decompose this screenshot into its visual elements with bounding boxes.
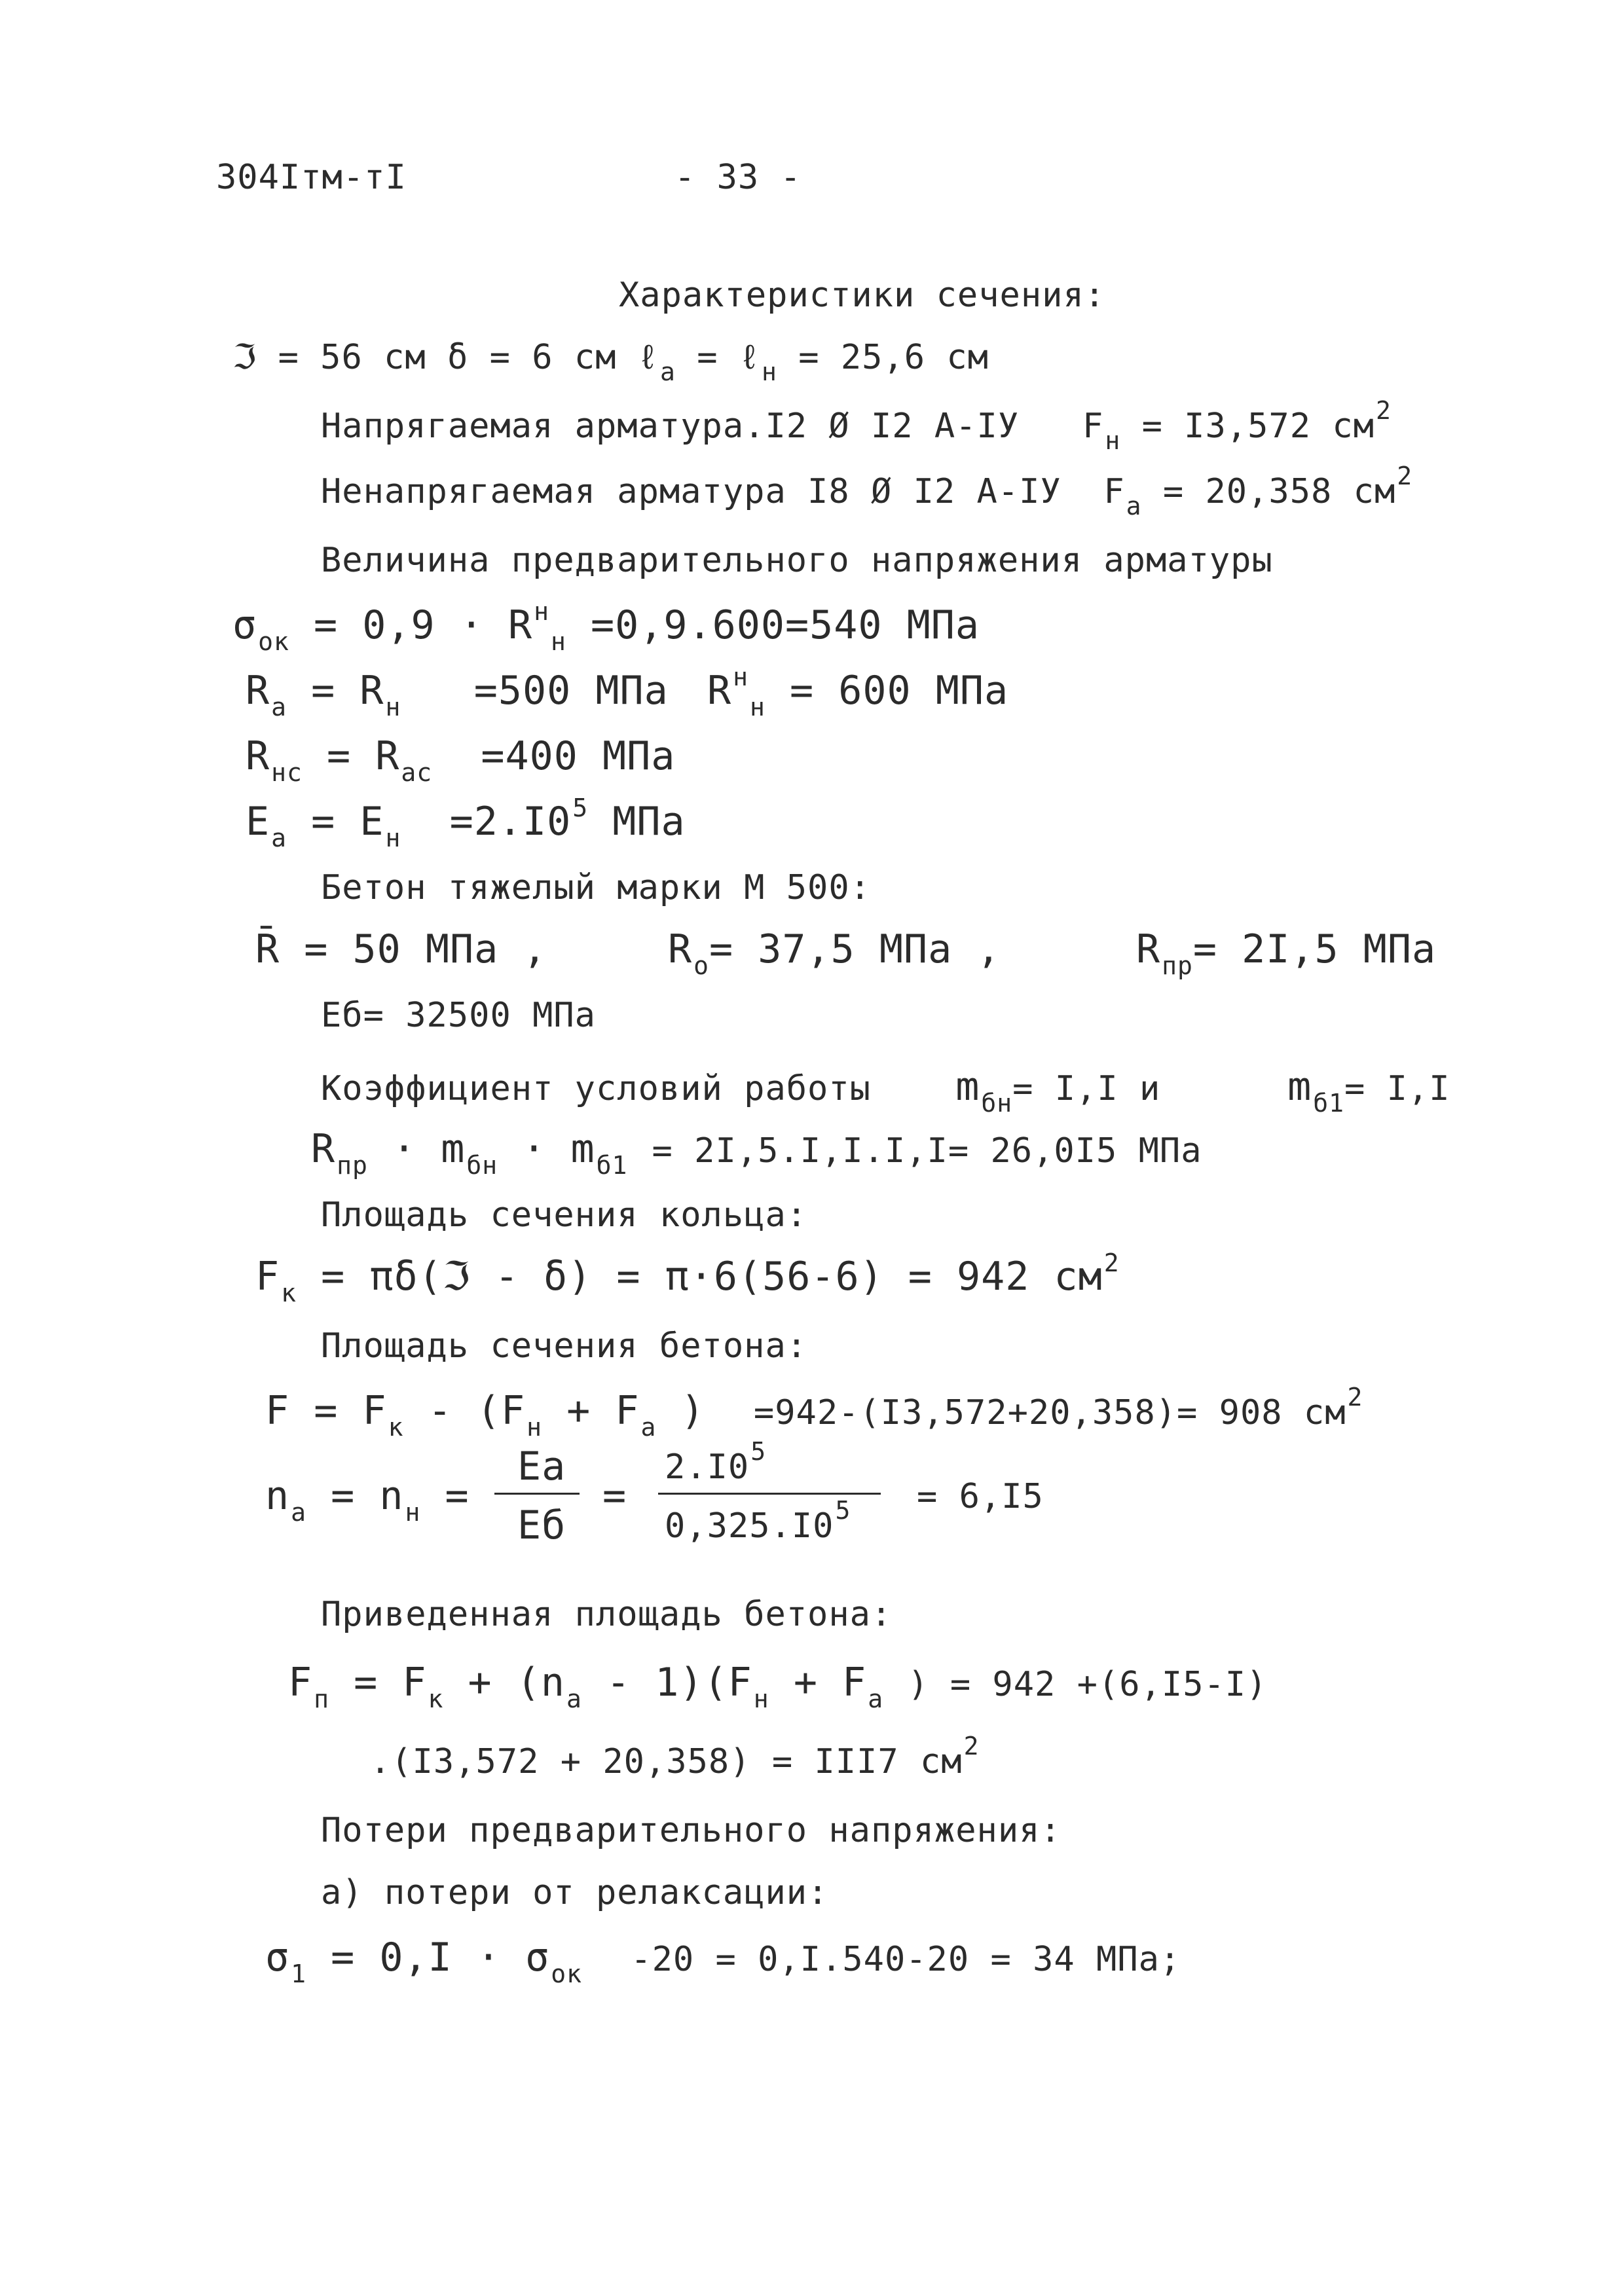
fraction-1-numerator: Ea: [517, 1444, 566, 1489]
formula-fk: $F_к$ = πδ(ℑ - δ) = π·6(56-6) = 942 $см^2$: [255, 1248, 1120, 1307]
fraction-1-line: [494, 1493, 580, 1495]
formula-ro: $R_o= 37,5$ МПа ,: [668, 926, 1001, 980]
document-code: 304Iтм-тI: [216, 158, 407, 197]
reduced-area-heading: Приведенная площадь бетона:: [321, 1595, 893, 1634]
formula-rnc: $R_{нс} = R_{ас} =400$ МПа: [246, 733, 676, 787]
fraction-2-line: [658, 1493, 881, 1495]
work-conditions-coef: Коэффициент условий работы $m_{бн}= I,I$ и $m_{б1}= I,I$: [321, 1064, 1450, 1118]
page-number: - 33 -: [674, 158, 802, 197]
formula-rbar: R̄ = 50 МПа ,: [255, 926, 547, 972]
formula-ea: $E_a = E_н =2.I0^5$ МПа: [246, 793, 686, 852]
equals-sign: =: [602, 1473, 627, 1519]
non-prestressed-reinforcement: Ненапрягаемая арматура I8 Ø I2 А-IУ $F_a = 20,358$ $см^2$: [321, 462, 1413, 520]
fraction-2-numerator: $2.I0^5$: [665, 1437, 767, 1487]
formula-sigma-1: $\sigma_1 = 0,I \cdot \sigma_{ок}$ -20 = 0,I.540-20 = 34 МПа;: [265, 1935, 1181, 1988]
formula-fn-continued: .(I3,572 + 20,358) = III7 $см^2$: [370, 1732, 980, 1781]
formula-ra: $R_a = R_н$ =500 МПа: [246, 668, 669, 721]
formula-rh: $R^н_н = 600$ МПа: [707, 663, 1009, 721]
concrete-area-heading: Площадь сечения бетона:: [321, 1326, 808, 1366]
relaxation-losses-heading: а) потери от релаксации:: [321, 1873, 829, 1912]
formula-sigma-ok: $\sigma_{ок} = 0,9 \cdot R^н_н =0,9.600=540$ МПа: [232, 597, 980, 656]
formula-rpr: $R_{пр}= 2I,5$ МПа: [1136, 926, 1437, 980]
formula-fn: $F_п = F_к + (n_a - 1)(F_н + F_a$ ) = 942 +(6,I5-I): [288, 1660, 1268, 1713]
prestress-losses-heading: Потери предварительного напряжения:: [321, 1811, 1061, 1850]
formula-na-result: = 6,I5: [917, 1477, 1044, 1516]
concrete-grade: Бетон тяжелый марки М 500:: [321, 868, 871, 907]
fraction-1-denominator: Eб: [517, 1503, 566, 1548]
formula-f: $F = F_к - (F_н + F_a$ ) =942-(I3,572+20,358)= 908 $см^2$: [265, 1383, 1363, 1442]
fraction-2-denominator: $0,325.I0^5$: [665, 1496, 851, 1546]
prestressed-reinforcement: Напрягаемая арматура.I2 Ø I2 А-IУ $F_н = I3,572$ $см^2$: [321, 396, 1392, 455]
formula-na: $n_a = n_н$ =: [265, 1473, 470, 1527]
dimensions-line: ℑ = 56 см δ = 6 см ℓ$_a$ = ℓ$_н$ = 25,6 см: [232, 338, 989, 386]
formula-eb: Еб= 32500 МПа: [321, 996, 596, 1035]
section-title: Характеристики сечения:: [619, 276, 1106, 315]
ring-area-heading: Площадь сечения кольца:: [321, 1195, 808, 1235]
formula-rpr-m: $R_{пр} \cdot m_{бн} \cdot m_{б1} = 2I,5.I,I.I,I= 26,0I5$ МПа: [311, 1126, 1202, 1180]
prestress-heading: Величина предварительного напряжения арматуры: [321, 541, 1273, 580]
